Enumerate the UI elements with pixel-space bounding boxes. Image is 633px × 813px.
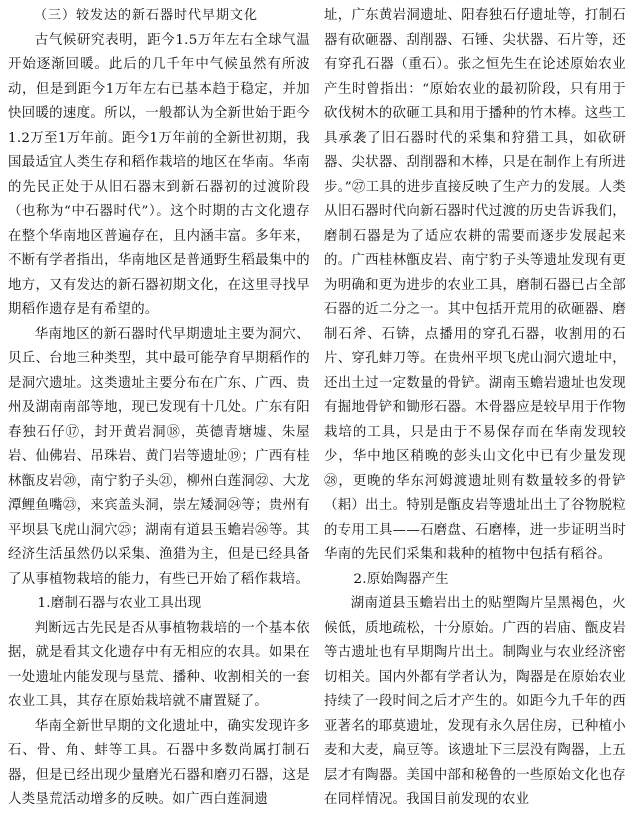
paragraph-pottery: 湖南道县玉蟾岩出土的贴塑陶片呈黑褐色，火候低，质地疏松，十分原始。广西的岩庙、甑皮岩等古遗址也有早期陶片出土。制陶业与农业经济密切相关。国内外都有学者认为，陶器是在原始农业持续了一段时间之后才产生的。如距今九千年的西亚著名的耶莫遗址，发现有永久居住房，已种植小麦和大麦，扁豆等。该遗址下三层没有陶器，上五层才有陶器。美国中部和秘鲁的一些原始文化也存在同样情况。我国目前发现的农业 bbox=[324, 596, 626, 807]
paragraph-paleoclimate: 古气候研究表明，距今1.5万年左右全球气温开始逐渐回暖。此后的几千年中气候虽然有所波动，但是到距今1万年左右已基本趋于稳定，并加快回暖的速度。所以，一般都认为全新世始于距今1.2万至1万年前。距今1万年前的全新世初期，我国最适宜人类生存和稻作栽培的地区在华南。华南的先民正处于从旧石器末到新石器初的过渡阶段（也称为“中石器时代”）。这个时期的古文化遗存在整个华南地区普遍存在，且内涵丰富。多年来，不断有学者指出，华南地区是普通野生稻最集中的地方，又有发达的新石器初期文化，在这里寻找早期稻作遗存是有希望的。 bbox=[8, 32, 310, 317]
subheading-pottery: 2.原始陶器产生 bbox=[353, 571, 449, 587]
right-column bbox=[324, 4, 626, 807]
paragraph-tools-continued: 址，广东黄岩洞遗址、阳春独石仔遗址等，打制石器有砍砸器、刮削器、石锤、尖状器、石片等，还有穿孔石器（重石）。张之恒先生在论述原始农业产生时曾指出：“原始农业的最初阶段，只有用于砍伐树木的砍砸工具和用于播种的竹木棒。这些工具承袭了旧石器时代的采集和狩猎工具，如砍研器、尖状器、刮削器和木棒，只是在制作上有所进步。”㉗工具的进步直接反映了生产力的发展。人类从旧石器时代向新石器时代过渡的历史告诉我们，磨制石器是为了适应农耕的需要而逐步发展起来的。广西桂林甑皮岩、南宁豹子头等遗址发现有更为明确和更为进步的农业工具，磨制石器已占全部石器的近二分之一。其中包括开荒用的砍砸器、磨制石斧、石锛，点播用的穿孔石器，收割用的石片、穿孔蚌刀等。在贵州平坝飞虎山洞穴遗址中，还出土过一定数量的骨铲。湖南玉蟾岩遗址也发现有掘地骨铲和锄形石器。木骨器应是较早用于作物栽培的工具，只是由于不易保存而在华南发现较少，华中地区稍晚的彭头山文化中已有少量发现㉘，更晚的华东河姆渡遗址则有数量较多的骨铲（耜）出土。特别是甑皮岩等遗址出土了谷物脱粒的专用工具——石磨盘、石磨棒，进一步证明当时华南的先民们采集和栽种的植物中包括有稻谷。 bbox=[324, 8, 626, 562]
paragraph-holocene-tools: 华南全新世早期的文化遗址中，确实发现许多石、骨、角、蚌等工具。石器中多数尚属打制石器，但是已经出现少量磨光石器和磨刃石器，这是人类垦荒活动增多的反映。如广西白莲洞遗 bbox=[8, 718, 310, 807]
section-heading: （三）较发达的新石器时代早期文化 bbox=[34, 8, 259, 23]
paragraph-tool-criteria: 判断远古先民是否从事植物栽培的一个基本依据，就是看其文化遗存中有无相应的农具。如果在一处遗址内能发现与垦荒、播种、收割相关的一套农业工具，其存在原始栽培就不庸置疑了。 bbox=[8, 620, 310, 709]
subheading-stone-tools: 1.磨制石器与农业工具出现 bbox=[37, 596, 202, 611]
left-column bbox=[8, 4, 310, 807]
paragraph-cave-sites: 华南地区的新石器时代早期遗址主要为洞穴、贝丘、台地三种类型，其中最可能孕育早期稻作的是洞穴遗址。这类遗址主要分布在广东、广西、贵州及湖南南部等地，现已发现有十几处。广东有阳春独石仔⑰，封开黄岩洞⑱，英德青塘墟、朱屋岩、仙佛岩、吊珠岩、黄门岩等遗址⑲；广西有桂林甑皮岩⑳，南宁豹子头㉑，柳州白莲洞㉒、大龙潭鲤鱼嘴㉓，来宾盖头洞，崇左矮洞㉔等；贵州有平坝县飞虎山洞穴㉕；湖南有道县玉蟾岩㉖等。其经济生活虽然仍以采集、渔猎为主，但是已经具备了从事植物栽培的能力，有些已开始了稻作栽培。 bbox=[8, 326, 310, 587]
